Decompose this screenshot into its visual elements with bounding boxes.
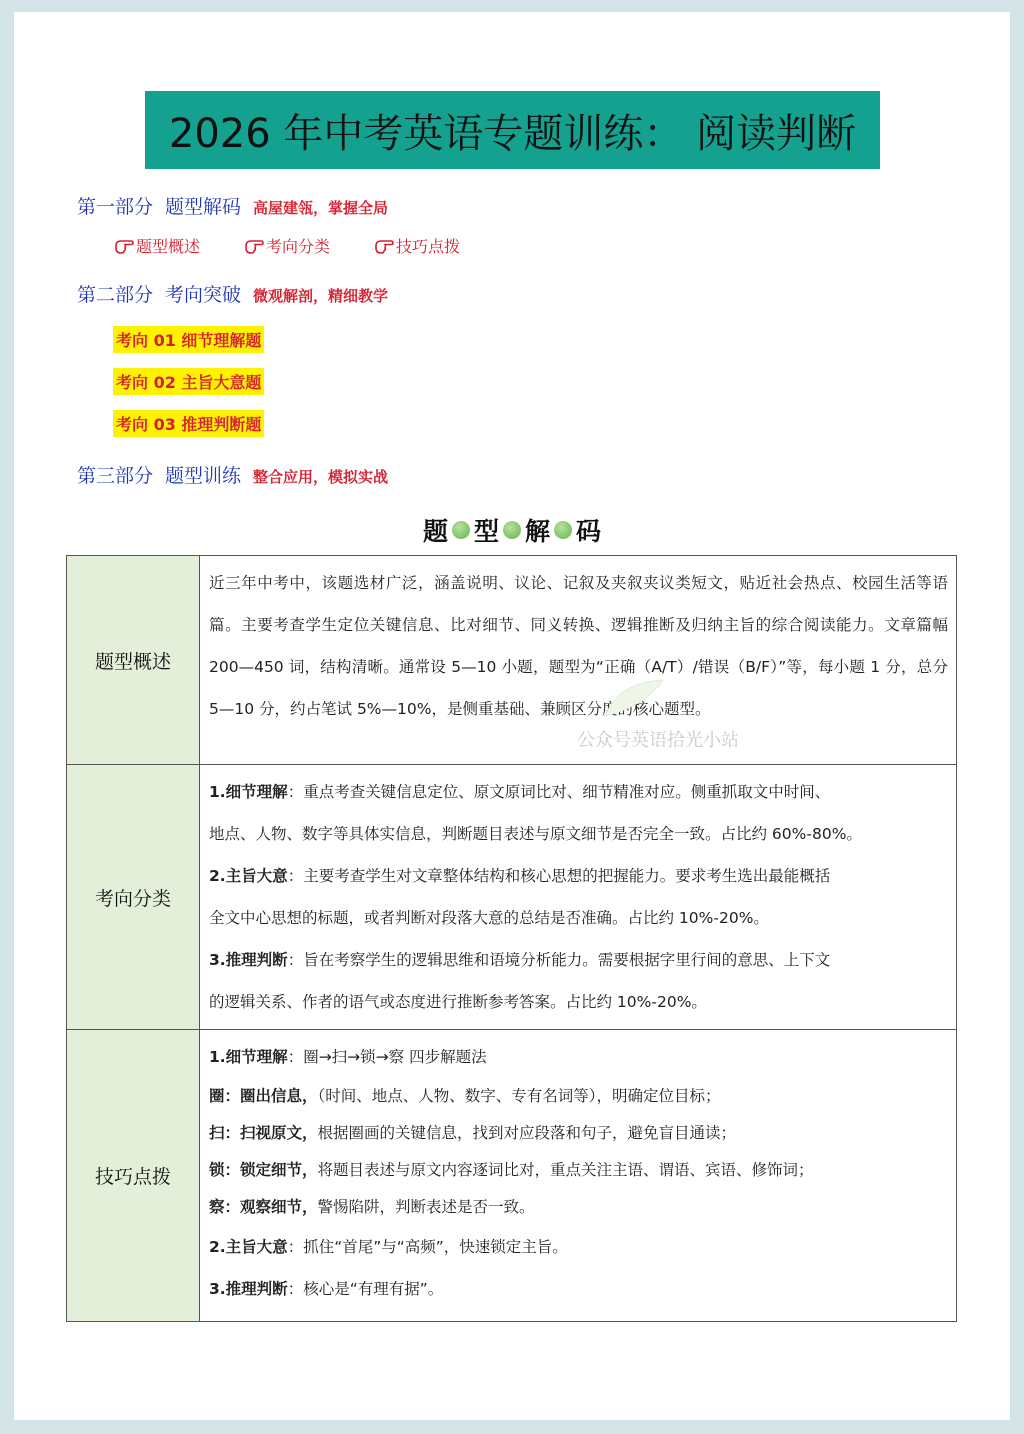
category-item-cont: 的逻辑关系、作者的语气或态度进行推断参考答案。占比约 10%-20%。 (209, 993, 707, 1011)
part-three-name: 题型训练 (165, 465, 242, 487)
step-key: 圈： (209, 1087, 241, 1105)
category-item-cont: 地点、人物、数字等具体实信息，判断题目表述与原文细节是否完全一致。占比约 60%-80%。 (209, 825, 862, 843)
table-row (67, 1030, 957, 1322)
category-item (209, 771, 948, 813)
part-one (77, 192, 388, 219)
green-dot-icon (452, 521, 470, 539)
step-bold: 扫视原文， (240, 1124, 318, 1142)
step-bold: 观察细节， (240, 1198, 318, 1216)
category-title: 2.主旨大意 (209, 867, 288, 885)
tips-point-text: ：抓住“首尾”与“高频”，快速锁定主旨。 (287, 1238, 568, 1256)
tips-intro-text: ：圈→扫→锁→察 四步解题法 (287, 1048, 487, 1066)
category-item (209, 855, 948, 897)
tips-point-title: 2.主旨大意 (209, 1238, 288, 1256)
categories-cell (200, 765, 957, 1030)
watermark-text: 公众号英语拾光小站 (577, 730, 739, 751)
category-text: ：主要考查学生对文章整体结构和核心思想的把握能力。要求考生选出最能概括 (287, 867, 831, 885)
section-heading (14, 512, 1010, 548)
part-two-name: 考向突破 (165, 284, 242, 306)
tips-intro-title: 1.细节理解 (209, 1048, 288, 1066)
category-item-cont: 全文中心思想的标题，或者判断对段落大意的总结是否准确。占比约 10%-20%。 (209, 909, 769, 927)
tips-step (209, 1078, 948, 1115)
tips-point-text: ：核心是“有理有据”。 (287, 1280, 444, 1298)
row-label-tips: 技巧点拨 (67, 1030, 200, 1322)
tips-point-title: 3.推理判断 (209, 1280, 288, 1298)
category-item (209, 939, 948, 981)
watermark-leaf-icon (599, 676, 669, 720)
category-text: ：重点考查关键信息定位、原文原词比对、细节精准对应。侧重抓取文中时间、 (287, 783, 831, 801)
page-title: 2026 年中考英语专题训练： 阅读判断 (168, 110, 857, 157)
pointing-hand-icon (374, 237, 394, 255)
heading-char: 码 (576, 517, 602, 546)
tips-point (209, 1226, 948, 1268)
row-label-overview: 题型概述 (67, 556, 200, 765)
part-one-subnav (114, 234, 504, 257)
category-title: 1.细节理解 (209, 783, 288, 801)
topic-link-02[interactable]: 考向 02 主旨大意题 (113, 368, 264, 395)
part-three-subtitle: 整合应用，模拟实战 (253, 468, 389, 486)
info-table (66, 555, 957, 1322)
tips-point (209, 1268, 948, 1310)
heading-char: 型 (473, 517, 499, 546)
step-text: 警惕陷阱，判断表述是否一致。 (317, 1198, 535, 1216)
subnav-item-overview[interactable] (114, 234, 200, 257)
step-key: 锁： (209, 1161, 241, 1179)
category-title: 3.推理判断 (209, 951, 288, 969)
title-banner (145, 91, 880, 169)
step-key: 扫： (209, 1124, 241, 1142)
tips-step (209, 1115, 948, 1152)
topic-link-03[interactable]: 考向 03 推理判断题 (113, 410, 264, 437)
heading-char: 题 (422, 517, 448, 546)
heading-char: 解 (525, 517, 551, 546)
part-two-head: 第二部分 (77, 284, 154, 306)
step-text: 根据圈画的关键信息，找到对应段落和句子，避免盲目通读； (317, 1124, 737, 1142)
part-one-name: 题型解码 (165, 196, 242, 218)
step-key: 察： (209, 1198, 241, 1216)
part-two (77, 280, 388, 307)
pointing-hand-icon (244, 237, 264, 255)
category-text: ：旨在考察学生的逻辑思维和语境分析能力。需要根据字里行间的意思、上下文 (287, 951, 831, 969)
tips-step (209, 1189, 948, 1226)
green-dot-icon (554, 521, 572, 539)
document-page (14, 12, 1010, 1420)
part-two-subtitle: 微观解剖，精细教学 (253, 287, 389, 305)
overview-text: 近三年中考中，该题选材广泛，涵盖说明、议论、记叙及夹叙夹议类短文，贴近社会热点、校园生活等语篇。主要考查学生定位关键信息、比对细节、同义转换、逻辑推断及归纳主旨的综合阅读能力。文章篇幅 200—450 词，结构清晰。通常设 5—10 小题，题型为“正确（A/T）/错误（B/F）”等，每小题 1 分，总分 5—10 分，约占笔试 5%—10%，是侧重基础、兼顾区分度的核心题型。 (209, 574, 948, 718)
tips-cell (200, 1030, 957, 1322)
pointing-hand-icon (114, 237, 134, 255)
step-text: 将题目表述与原文内容逐词比对，重点关注主语、谓语、宾语、修饰词； (317, 1161, 814, 1179)
tips-step (209, 1152, 948, 1189)
topic-link-01[interactable]: 考向 01 细节理解题 (113, 326, 264, 353)
part-three (77, 461, 388, 488)
subnav-label: 技巧点拨 (396, 237, 461, 256)
subnav-label: 考向分类 (266, 237, 331, 256)
step-bold: 锁定细节， (240, 1161, 318, 1179)
part-one-subtitle: 高屋建瓴，掌握全局 (253, 199, 389, 217)
tips-intro (209, 1036, 948, 1078)
subnav-item-tips[interactable] (374, 234, 460, 257)
row-label-categories: 考向分类 (67, 765, 200, 1030)
step-text: （时间、地点、人物、数字、专有名词等），明确定位目标； (317, 1087, 721, 1105)
part-one-head: 第一部分 (77, 196, 154, 218)
part-three-head: 第三部分 (77, 465, 154, 487)
green-dot-icon (503, 521, 521, 539)
table-row (67, 765, 957, 1030)
step-bold: 圈出信息， (240, 1087, 318, 1105)
table-row (67, 556, 957, 765)
subnav-label: 题型概述 (136, 237, 201, 256)
subnav-item-categories[interactable] (244, 234, 330, 257)
